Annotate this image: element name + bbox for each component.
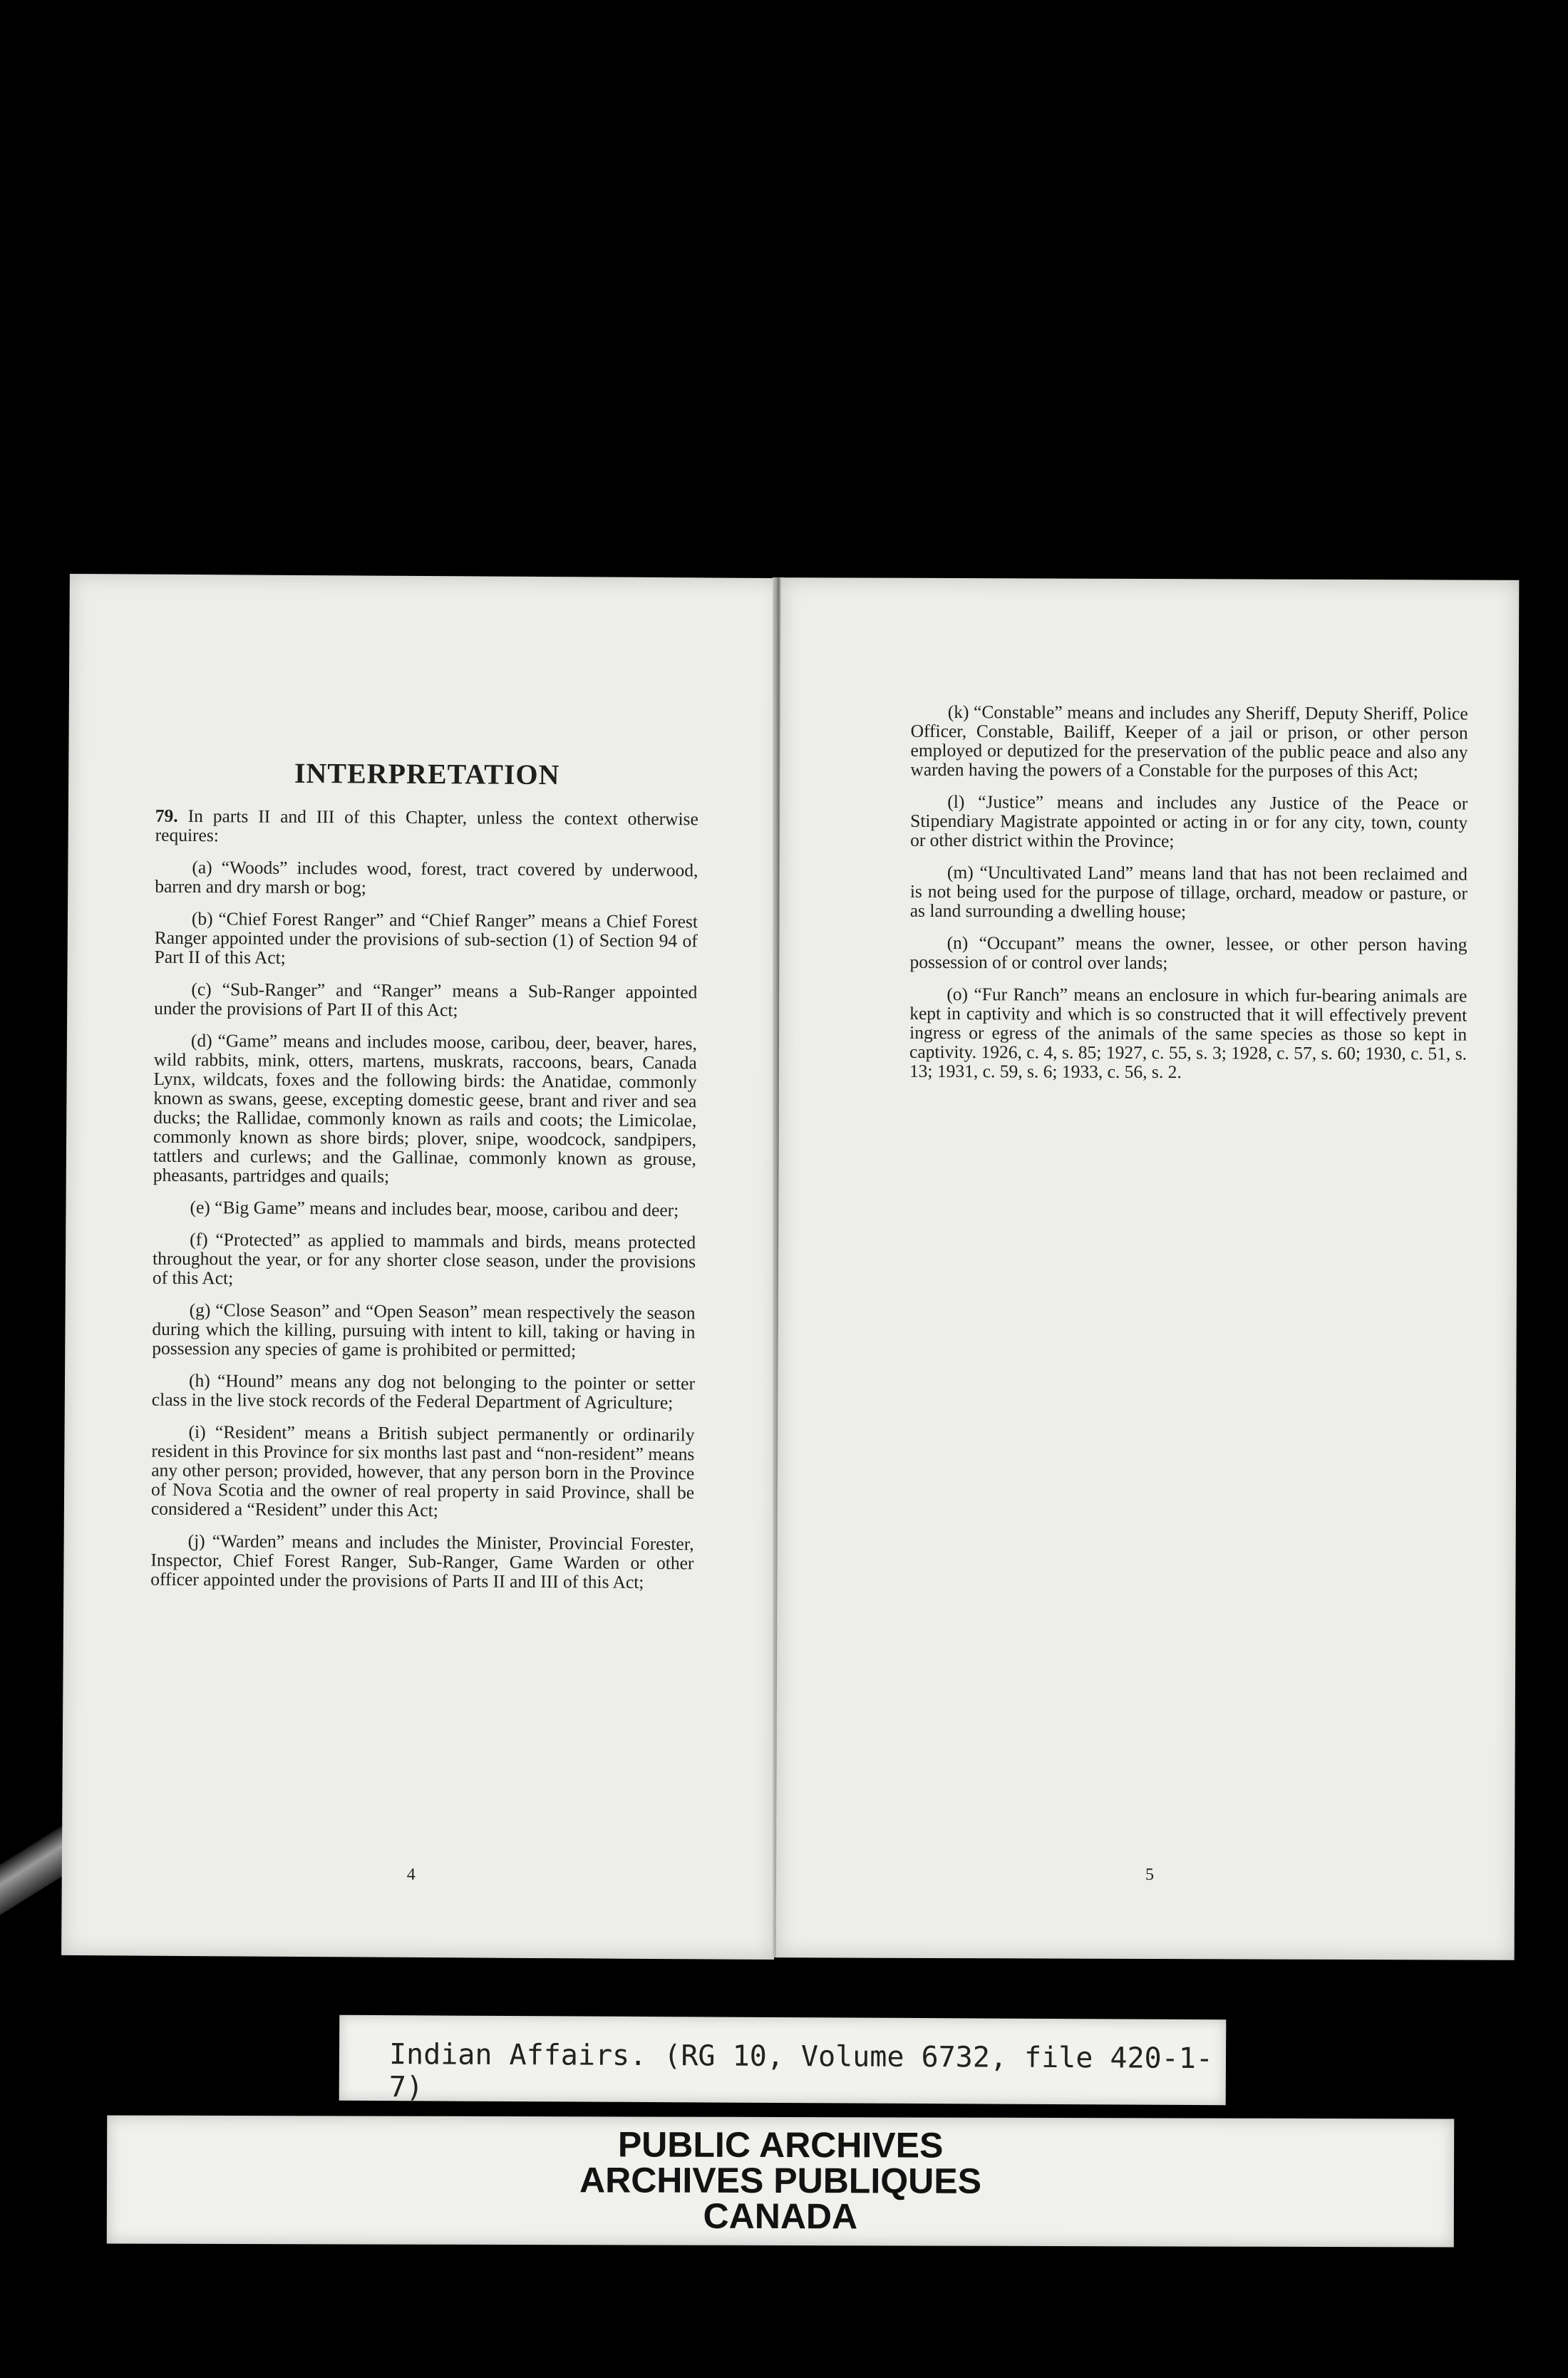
stamp-line-public-archives: PUBLIC ARCHIVES <box>617 2124 944 2166</box>
left-page <box>61 574 783 1960</box>
right-page <box>776 577 1520 1960</box>
definition-justice: (l) “Justice” means and includes any Justice of the Peace or Stipendiary Magistrate appointed or acting in or for any city, town, county or other district within the Province; <box>910 791 1468 852</box>
right-page-text <box>909 702 1468 1096</box>
definition-uncultivated-land: (m) “Uncultivated Land” means land that has not been reclaimed and is not being used for the purpose of tillage, orchard, meadow or pasture, or as land surrounding a dwelling house; <box>909 862 1468 922</box>
definition-warden: (j) “Warden” means and includes the Minister, Provincial Forester, Inspector, Chief Forest Ranger, Sub-Ranger, Game Warden or other officer appointed under the provisions of Parts II and III of this Act; <box>150 1530 694 1592</box>
definition-constable: (k) “Constable” means and includes any Sheriff, Deputy Sheriff, Police Officer, Constable, Bailiff, Keeper of a jail or prison, or other person employed or deputized for the preservation of the public peace and also any warden having the powers of a Constable for the purposes of this Act; <box>910 701 1468 782</box>
left-page-text <box>150 756 698 1605</box>
definition-game: (d) “Game” means and includes moose, caribou, deer, beaver, hares, wild rabbits, mink, otters, martens, muskrats, raccoons, bears, Canada Lynx, wildcats, foxes and the following birds: the Anatidae, commonly known as swans, geese, excepting domestic geese, brant and river and sea ducks; the Rallidae, commonly known as rails and coots; the Limicolae, commonly known as shore birds; plover, snipe, woodcock, sandpipers, tattlers and curlews; and the Gallinae, commonly known as grouse, pheasants, partridges and quails; <box>153 1030 698 1187</box>
archive-reference-text: Indian Affairs. (RG 10, Volume 6732, file 420-1-7) <box>388 2038 1214 2104</box>
section-number: 79. <box>155 805 178 826</box>
definition-occupant: (n) “Occupant” means the owner, lessee, or other person having possession of or control over lands; <box>909 932 1468 974</box>
definition-protected: (f) “Protected” as applied to mammals and birds, means protected throughout the year, or for any shorter close season, under the provisions of this Act; <box>152 1229 696 1289</box>
archive-stamp <box>107 2126 1454 2236</box>
section-intro-text: In parts II and III of this Chapter, unless the context otherwise requires: <box>155 805 698 846</box>
definition-big-game: (e) “Big Game” means and includes bear, moose, caribou and deer; <box>190 1197 679 1221</box>
definition-chief-forest-ranger: (b) “Chief Forest Ranger” and “Chief Ranger” means a Chief Forest Ranger appointed under the provisions of sub-section (1) of Section 94 of Part II of this Act; <box>154 908 698 968</box>
stamp-line-archives-publiques: ARCHIVES PUBLIQUES <box>579 2160 982 2201</box>
section-intro <box>155 806 698 848</box>
definition-sub-ranger: (c) “Sub-Ranger” and “Ranger” means a Sub-Ranger appointed under the provisions of Part II of this Act; <box>154 979 698 1021</box>
definition-close-season: (g) “Close Season” and “Open Season” mean respectively the season during which the killing, pursuing with intent to kill, taking or having in possession any species of game is prohibited or permitted; <box>152 1299 696 1362</box>
page-number-left: 4 <box>406 1865 416 1884</box>
definition-fur-ranch: (o) “Fur Ranch” means an enclosure in which fur-bearing animals are kept in captivity and which is so constructed that it will effectively prevent ingress or egress of the animals of the same species as those so kept in captivity. 1926, c. 4, s. 85; 1927, c. 55, s. 3; 1928, c. 57, s. 60; 1930, c. 51, s. 13; 1931, c. 59, s. 6; 1933, c. 56, s. 2. <box>909 984 1468 1083</box>
definition-woods: (a) “Woods” includes wood, forest, tract covered by underwood, barren and dry marsh or bog; <box>155 857 698 898</box>
archive-stamp-strip <box>107 2116 1454 2248</box>
definition-hound: (h) “Hound” means any dog not belonging to the pointer or setter class in the live stock records of the Federal Department of Agriculture; <box>151 1370 696 1414</box>
stamp-line-canada: CANADA <box>703 2196 858 2237</box>
definition-resident: (i) “Resident” means a British subject permanently or ordinarily resident in this Province for six months last past and “non-resident” means any other person; provided, however, that any person born in the Province of Nova Scotia and the owner of real property in said Province, shall be considered a “Resident” under this Act; <box>150 1421 695 1521</box>
archive-reference-label <box>339 2015 1227 2106</box>
page-heading: INTERPRETATION <box>294 756 560 791</box>
page-number-right: 5 <box>1145 1865 1155 1885</box>
